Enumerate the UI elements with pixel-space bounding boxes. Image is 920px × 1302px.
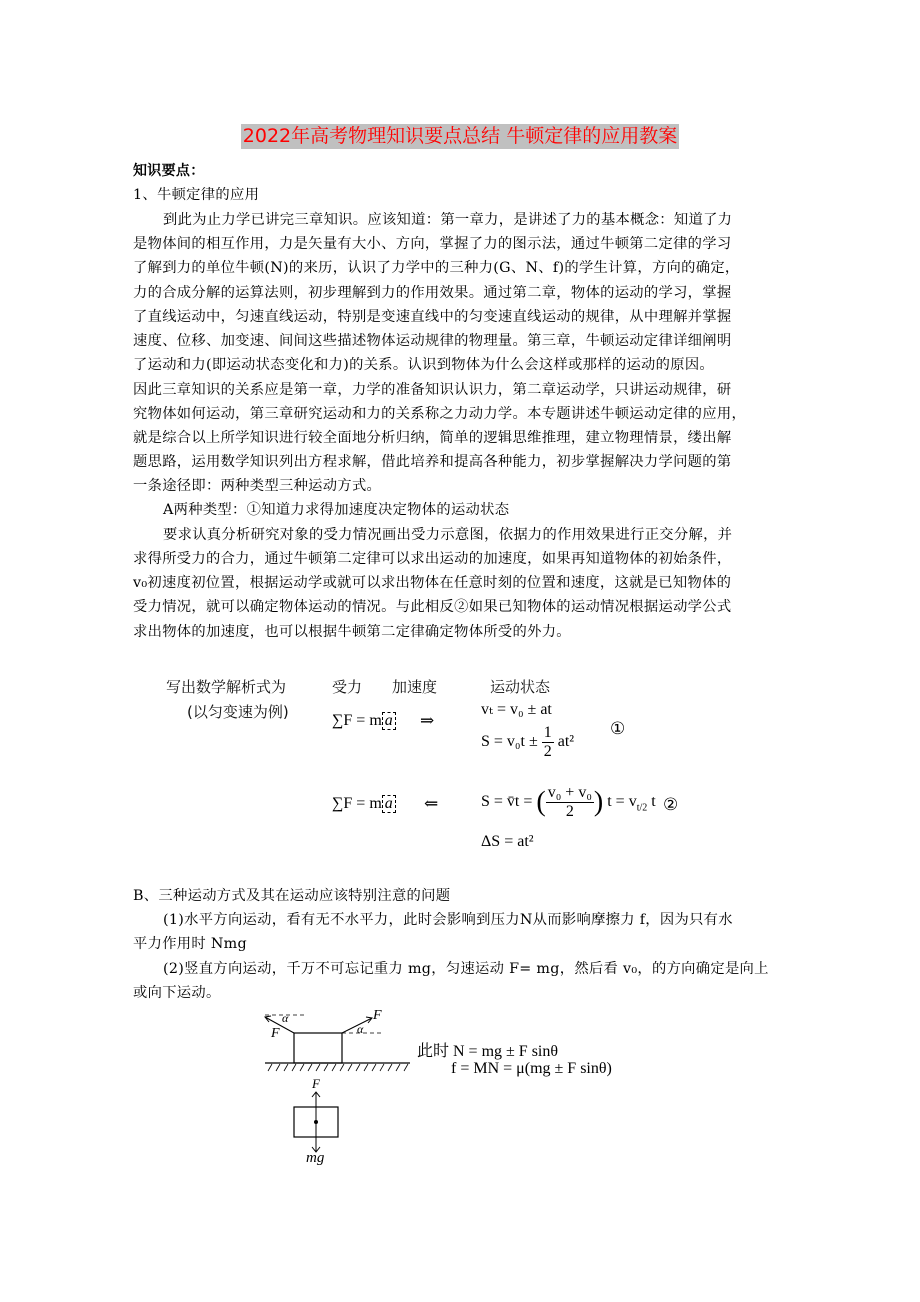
item-2-line: 或向下运动。 — [133, 985, 221, 1001]
delta-displacement-equation: ΔS = at² — [481, 833, 534, 850]
force-label-up: F — [312, 1076, 320, 1091]
friction-equation: f = MN = μ(mg ± F sinθ) — [451, 1060, 612, 1077]
item-2-line: (2)竖直方向运动，千万不可忘记重力 mg，匀速运动 F= mg，然后看 v₀，的方向确定是向上 — [163, 961, 769, 977]
paragraph-1-line: 就是综合以上所学知识进行较全面地分析归纳，简单的逻辑思维推理，建立物理情景，缕出解 — [133, 430, 732, 446]
paragraph-2-line: 受力情况，就可以确定物体运动的情况。与此相反②如果已知物体的运动情况根据运动学公式 — [133, 599, 732, 615]
paragraph-2-line: 要求认真分析研究对象的受力情况画出受力示意图，依据力的作用效果进行正交分解，并 — [163, 527, 733, 543]
arrow-right-icon: ⇒ — [420, 711, 435, 730]
average-velocity-equation: S = v̄t = ( $\frac{\text{v₀ + v₀}}{2}$ ) $t = v_{t/2}$ t — [481, 784, 656, 820]
document-title: 2022年高考物理知识要点总结 牛顿定律的应用教案 — [242, 125, 678, 147]
arrow-left-icon: ⇐ — [424, 794, 439, 813]
paragraph-1-line: 一条途径即：两种类型三种运动方式。 — [133, 478, 382, 494]
paragraph-1-line: 因此三章知识的关系应是第一章，力学的准备知识认识力，第二章运动学，只讲运动规律，研 — [133, 382, 732, 398]
item-1-line: (1)水平方向运动，看有无不水平力，此时会影响到压力N从而影响摩擦力 f，因为只有水 — [163, 912, 733, 928]
column-header-acceleration: 加速度 — [392, 678, 438, 696]
marker-circled-one: ① — [610, 719, 626, 739]
paragraph-2-line: 求得所受力的合力，通过牛顿第二定律可以求出运动的加速度，如果再知道物体的初始条件， — [133, 551, 732, 567]
paragraph-1-line: 题思路，运用数学知识列出方程求解，借此培养和提高各种能力，初步掌握解决力学问题的第 — [133, 454, 732, 470]
marker-circled-two: ② — [663, 795, 679, 815]
normal-force-equation: 此时 N = mg ± F sinθ — [417, 1043, 559, 1060]
column-header-motion-state: 运动状态 — [490, 678, 551, 696]
column-header-force: 受力 — [332, 678, 363, 696]
paragraph-1-line: 了解到力的单位牛顿(N)的来历，认识了力学中的三种力(G、N、f)的学生计算，方向的确定， — [133, 260, 740, 276]
section-heading: 知识要点： — [133, 163, 205, 179]
diagram-label-write-expression: 写出数学解析式为 — [166, 678, 287, 696]
paragraph-1-line: 是物体间的相互作用，力是矢量有大小、方向，掌握了力的图示法，通过牛顿第二定律的学习 — [133, 236, 732, 252]
type-a-heading: A两种类型：①知道力求得加速度决定物体的运动状态 — [163, 502, 510, 518]
paragraph-1-line: 了运动和力(即运动状态变化和力)的关系。认识到物体为什么会这样或那样的运动的原因。 — [133, 357, 715, 373]
subheading-newton-application: 1、牛顿定律的应用 — [133, 187, 260, 203]
paragraph-1-line: 究物体如何运动，第三章研究运动和力的关系称之力动力学。本专题讲述牛顿运动定律的应用， — [133, 406, 747, 422]
acceleration-box: a — [382, 795, 396, 813]
velocity-equation: vₜ = v₀ ± at — [481, 701, 552, 718]
acceleration-box: a — [382, 712, 396, 730]
weight-label: mg — [306, 1150, 325, 1166]
angle-label-right: α — [357, 1022, 364, 1036]
paragraph-1-line: 速度、位移、加变速、间间这些描述物体运动规律的物理量。第三章，牛顿运动定律详细阐明 — [133, 333, 732, 349]
angle-label-left: α — [282, 1011, 289, 1025]
force-label-left: F — [271, 1026, 280, 1041]
newton-second-law-eq-2: ∑F = m a — [332, 795, 396, 813]
diagram-label-uniform-accel: (以匀变速为例) — [187, 703, 289, 721]
paragraph-1-line: 力的合成分解的运算法则，初步理解到力的作用效果。通过第二章，物体的运动的学习，掌握 — [133, 285, 732, 301]
force-label-right: F — [373, 1008, 382, 1023]
newton-second-law-eq-1: ∑F = m a — [332, 712, 396, 730]
paragraph-1-line: 了直线运动中，匀速直线运动，特别是变速直线中的匀变速直线运动的规律，从中理解并掌握 — [133, 309, 732, 325]
type-b-heading: B、三种运动方式及其在运动应该特别注意的问题 — [133, 888, 451, 904]
paragraph-1-line: 到此为止力学已讲完三章知识。应该知道：第一章力，是讲述了力的基本概念：知道了力 — [163, 212, 733, 228]
displacement-equation: S = v₀t ± $\frac{1}{2}$ at² — [481, 724, 575, 760]
item-1-line: 平力作用时 Nmg — [133, 936, 247, 952]
paragraph-2-line: v₀初速度初位置，根据运动学或就可以求出物体在任意时刻的位置和速度，这就是已知物体的 — [133, 575, 732, 591]
paragraph-2-line: 求出物体的加速度，也可以根据牛顿第二定律确定物体所受的外力。 — [133, 624, 571, 640]
